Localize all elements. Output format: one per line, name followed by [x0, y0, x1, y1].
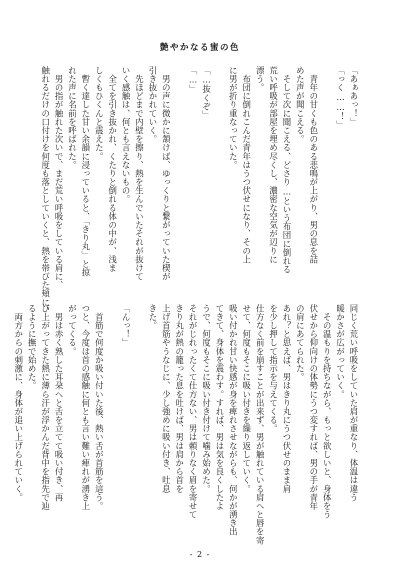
text-line — [172, 66, 185, 306]
text-line: 触れるだけの口付けを何度も落としていくと、熱を帯びた頬に、 — [40, 66, 51, 316]
text-line: しくもひくんと震えた。 — [94, 66, 105, 161]
text-line: あれ？と思えば、男はきり丸にうつ伏せのまま肩 — [281, 304, 292, 493]
text-line: その温もりを持ちながら、もっと欲しいと、身体をう — [322, 304, 333, 519]
text-line: きり丸が熱の籠った息を吐けば、男は肩から首を — [174, 304, 185, 493]
page-number: - 2 - — [189, 550, 211, 559]
text-line: 青年の甘くも色のある悲鳴が上がり、男の息を詰 — [308, 66, 319, 264]
text-line: 男の指が触れた次いで、まだ荒い呼吸をしている肩に、 — [54, 66, 65, 290]
text-line — [213, 66, 226, 306]
text-line: 男の声に微かに頷けば、ゆっくりと繋がっていた楔が — [161, 66, 172, 281]
text-line: つと、今度は首の感触に何とも言い難い痺れが湧き上 — [80, 304, 91, 511]
text-line: 吸い付かれ甘い快感が身を痺れさせながらも、何かが湧き出 — [228, 304, 239, 536]
text-line — [105, 304, 118, 542]
text-line: 首筋で何度か吸い付いた後、熱い舌が首筋を這う。 — [94, 304, 105, 511]
text-line: 先ほどまで内壁を擦り、熱を生んでいたそれが抜けて — [134, 66, 145, 281]
text-line: 上げ首筋やうなじに、少し強めに吸い付き、吐息 — [161, 304, 172, 493]
text-line: 伏せから仰向けの体勢にうつ変すれば、男の手が青年 — [308, 304, 319, 511]
upper-text-block — [38, 66, 360, 316]
text-line: 同じく荒い呼吸をしていた肩が重なり、体温は違う — [349, 304, 359, 502]
text-line — [320, 66, 333, 306]
text-line: そして次に聞こえる、どさり…という布団に倒れる — [281, 66, 292, 274]
text-line: 「っく……！」 — [335, 66, 346, 130]
text-line: 引き抜かれていく。 — [147, 66, 158, 144]
text-line: れた声に名前を呼ばれた。 — [67, 66, 78, 170]
text-line: び上がってきた熱に薄ら汗が浮かんだ背中を指先で辿 — [40, 304, 51, 511]
text-line: 仕方なく前を崩すことが出来ず、男が触れている肩へと唇を寄 — [255, 304, 266, 545]
text-line: 布団に倒れこんだ青年はうつ伏せになり、その上 — [241, 66, 252, 264]
text-line: 荒い呼吸が部屋を埋め尽くし、濃密な空気が辺りに — [268, 66, 279, 264]
text-line: 漂う。 — [255, 66, 266, 92]
text-line: 全てを引き抜かれ、くたりと倒れる体の中が、浅ま — [107, 66, 118, 273]
page-title: 艶やかなる蜜の色 — [159, 43, 240, 53]
text-line: 暫く達した甘い余韻に浸っていると、「きり丸」と掠 — [80, 66, 91, 277]
text-line: を少し押して指示を与えてくる。 — [268, 304, 279, 433]
text-line: 「…抜くぞ」 — [201, 66, 212, 120]
text-line: めた声が聞こえる。 — [295, 66, 306, 144]
text-line: てきて、身体を震わす。すれば、男は気を良くしたよ — [214, 304, 225, 511]
text-line: せて、何度もそこに吸い付きを繰り返していく。 — [241, 304, 252, 493]
text-line: がってくる。 — [67, 304, 78, 356]
text-line: 「んっ！」 — [121, 304, 132, 347]
text-line: に男が折り重なっていた。 — [228, 66, 239, 170]
text-line: 男は赤く熟した耳朶へと舌を立てて吸い付き、再 — [54, 304, 65, 502]
text-line — [132, 304, 145, 542]
text-line: 「…」 — [188, 66, 199, 94]
text-line: いく感触は、何とも言えないもの。 — [121, 66, 132, 204]
text-line: 暖かさが広がっていく。 — [335, 304, 346, 399]
text-line: うで、何度もそこに吸い付き付けて噛み始めた。 — [201, 304, 212, 493]
lower-text-block — [11, 304, 360, 545]
text-line: それがじれったくて仕方ない、男は頼りなく眉を寄せて — [188, 304, 199, 519]
text-line: 両方からの刺激に、身体が追い上げられていく。 — [13, 304, 24, 502]
text-line: の肩にあてられた。 — [295, 304, 306, 382]
text-line: るように撫で始めた。 — [27, 304, 38, 390]
text-line: きた。 — [147, 304, 158, 330]
text-line: 「あぁあっ！」 — [349, 66, 359, 127]
